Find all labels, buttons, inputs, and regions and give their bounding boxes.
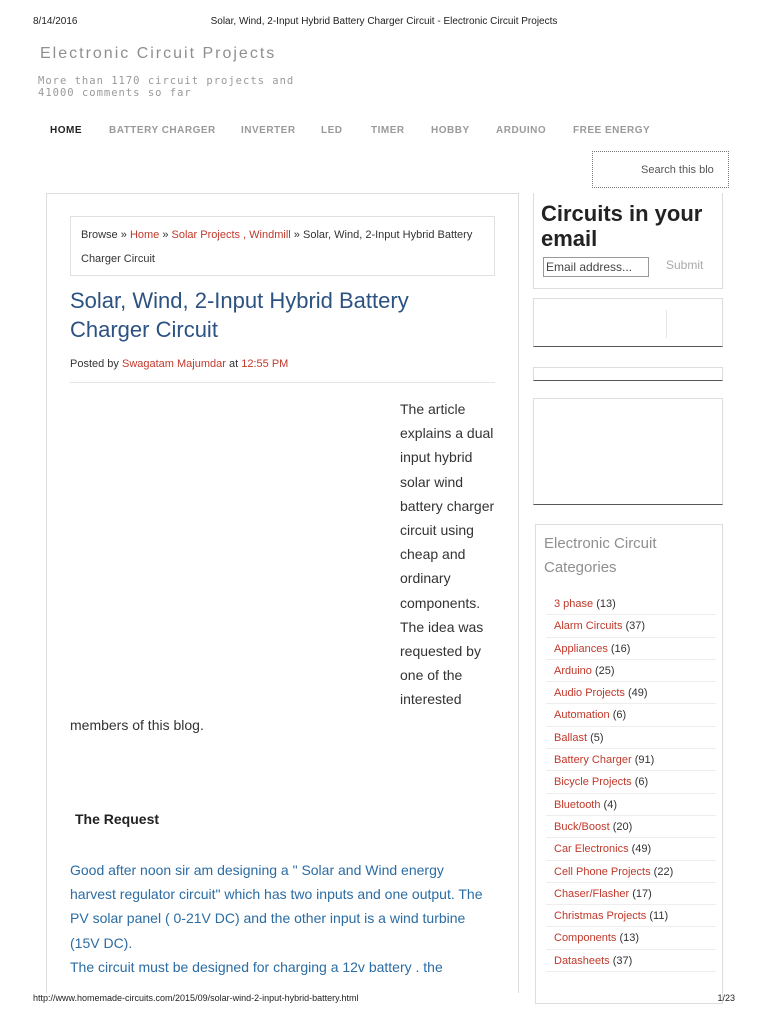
author-link[interactable]: Swagatam Majumdar [121, 358, 226, 370]
category-item [546, 883, 716, 905]
sidebar-widget-empty [533, 398, 723, 505]
category-count: (37) [612, 954, 633, 967]
category-link[interactable]: Bicycle Projects [554, 776, 632, 789]
request-paragraph-1: Good after noon sir am designing a " Solar and Wind energy harvest regulator circuit" which has two inputs and one output. The PV solar panel ( 0-21V DC) and the other input is a wind turbine (15V DC). [70, 862, 483, 951]
category-count: (16) [610, 642, 631, 655]
breadcrumb-category-link[interactable]: Solar Projects , Windmill [171, 229, 291, 241]
breadcrumb-home-link[interactable]: Home [129, 229, 160, 241]
category-item [546, 593, 716, 615]
meta-divider [70, 382, 495, 383]
request-heading: The Request [75, 811, 160, 827]
nav-item-home[interactable]: HOME [50, 125, 82, 136]
category-count: (6) [634, 776, 649, 789]
email-field[interactable] [543, 257, 649, 277]
category-link[interactable]: Bluetooth [554, 798, 601, 811]
post-intro-end: members of this blog. [70, 717, 204, 733]
category-count: (6) [612, 709, 627, 722]
category-link[interactable]: Datasheets [554, 954, 610, 967]
search-input[interactable] [593, 152, 728, 187]
category-item [546, 816, 716, 838]
request-paragraph-2: The circuit must be designed for charging a 12v battery . the [70, 958, 443, 975]
breadcrumb-separator: » [293, 229, 300, 241]
category-link[interactable]: Cell Phone Projects [554, 865, 651, 878]
sidebar-widget-empty [533, 367, 723, 381]
request-text [70, 858, 490, 979]
category-link[interactable]: Car Electronics [554, 843, 629, 856]
category-count: (20) [612, 820, 633, 833]
breadcrumb-current: Solar, Wind, 2-Input Hybrid Battery Charger Circuit [81, 229, 473, 265]
category-link[interactable]: Ballast [554, 731, 588, 744]
category-item [546, 794, 716, 816]
category-item [546, 861, 716, 883]
nav-item-timer[interactable]: TIMER [371, 125, 405, 136]
nav-item-battery-charger[interactable]: BATTERY CHARGER [109, 125, 216, 136]
category-link[interactable]: 3 phase [554, 598, 594, 610]
categories-list [546, 593, 716, 972]
category-link[interactable]: Buck/Boost [554, 820, 610, 833]
category-link[interactable]: Automation [554, 709, 610, 722]
category-link[interactable]: Battery Charger [554, 754, 632, 767]
sidebar-widget-empty [533, 298, 723, 347]
print-date: 8/14/2016 [33, 16, 78, 27]
category-item [546, 615, 716, 637]
category-count: (22) [653, 865, 674, 878]
posted-by-label: Posted by [70, 358, 119, 370]
category-count: (49) [631, 843, 652, 856]
category-link[interactable]: Christmas Projects [554, 910, 647, 923]
print-url: http://www.homemade-circuits.com/2015/09/solar-wind-2-input-hybrid-battery.html [33, 993, 359, 1003]
widget-divider [666, 310, 667, 338]
category-item [546, 905, 716, 927]
category-count: (11) [649, 910, 669, 923]
nav-item-arduino[interactable]: ARDUINO [496, 125, 547, 136]
category-link[interactable]: Alarm Circuits [554, 620, 623, 633]
post-intro: The article explains a dual input hybrid solar wind battery charger circuit using cheap and ordinary components. The idea was requested by one of the interested [400, 401, 495, 708]
category-item [546, 950, 716, 972]
print-page-title: Solar, Wind, 2-Input Hybrid Battery Charger Circuit - Electronic Circuit Projects [210, 16, 558, 27]
search-box [592, 151, 729, 188]
category-count: (37) [625, 620, 646, 633]
category-link[interactable]: Audio Projects [554, 687, 625, 700]
category-count: (25) [594, 664, 615, 677]
category-item [546, 660, 716, 682]
nav-item-free-energy[interactable]: FREE ENERGY [573, 125, 651, 136]
site-description: More than 1170 circuit projects and 41000 comments so far [38, 75, 295, 99]
nav-item-hobby[interactable]: HOBBY [431, 125, 470, 136]
at-label: at [228, 358, 239, 370]
category-link[interactable]: Components [554, 932, 617, 945]
category-count: (5) [590, 731, 604, 744]
category-item [546, 704, 716, 726]
category-link[interactable]: Arduino [554, 664, 592, 677]
category-link[interactable]: Chaser/Flasher [554, 887, 630, 900]
category-item [546, 638, 716, 660]
breadcrumb-separator: » [120, 229, 127, 241]
post-meta [70, 358, 288, 370]
breadcrumb [70, 216, 495, 276]
category-count: (49) [628, 687, 648, 700]
category-item [546, 727, 716, 749]
category-item [546, 749, 716, 771]
category-item [546, 771, 716, 793]
category-item [546, 682, 716, 704]
nav-item-inverter[interactable]: INVERTER [241, 125, 296, 136]
category-item [546, 927, 716, 949]
category-item [546, 838, 716, 860]
post-time-link[interactable]: 12:55 PM [241, 358, 289, 370]
breadcrumb-separator: » [162, 229, 169, 241]
category-link[interactable]: Appliances [554, 642, 608, 655]
category-count: (17) [632, 887, 652, 900]
nav-item-led[interactable]: LED [321, 125, 343, 136]
site-title[interactable]: Electronic Circuit Projects [40, 45, 277, 62]
category-count: (13) [596, 598, 616, 610]
category-count: (91) [634, 754, 655, 767]
email-submit-button[interactable]: Submit [660, 258, 709, 272]
category-count: (13) [619, 932, 639, 945]
email-widget-title: Circuits in your email [541, 201, 703, 251]
page-number: 1/23 [717, 993, 735, 1003]
breadcrumb-prefix: Browse [81, 229, 118, 241]
post-title[interactable]: Solar, Wind, 2-Input Hybrid Battery Charger Circuit [70, 288, 409, 342]
category-count: (4) [603, 798, 617, 811]
categories-title: Electronic Circuit Categories [544, 535, 657, 576]
